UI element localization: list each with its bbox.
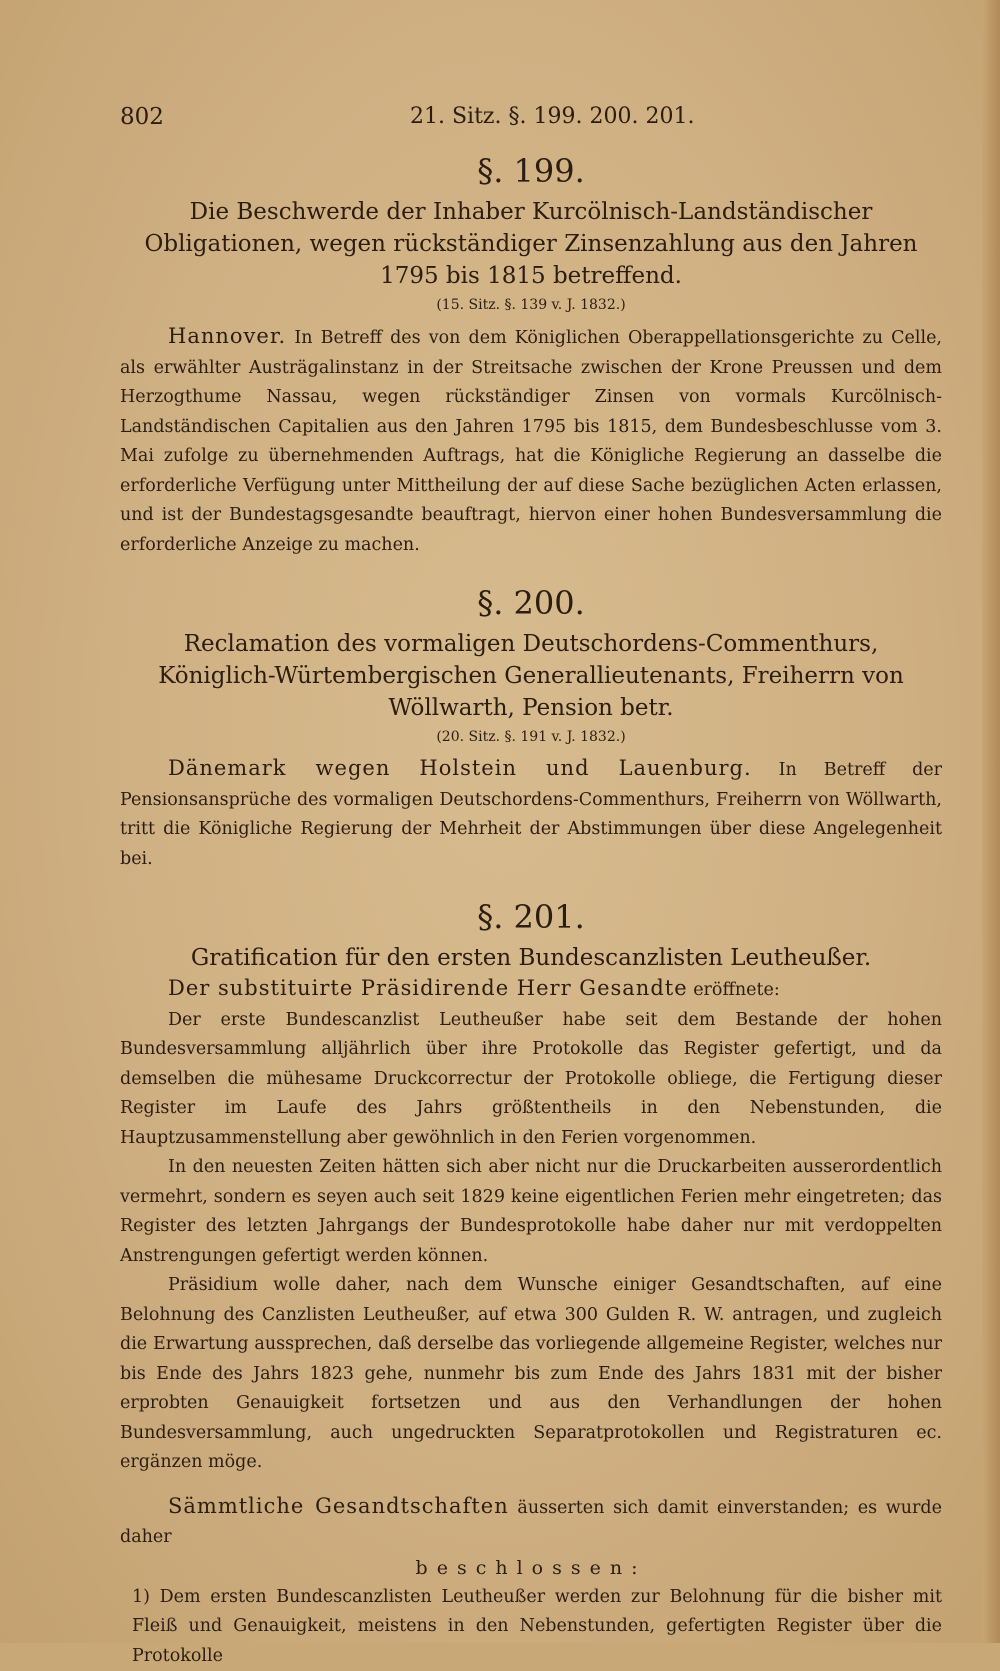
speaker: Hannover. bbox=[168, 324, 286, 348]
section-paragraph bbox=[120, 754, 942, 874]
page-number: 802 bbox=[120, 104, 164, 130]
section-paragraph: In den neuesten Zeiten hätten sich aber nicht nur die Druckarbeiten ausserordentlich vermehrt, sondern es seyen auch seit 1829 keine eigentlichen Ferien mehr eingetreten; das Register des letzten Jahrgangs der Bundesprotokolle habe daher nur mit verdoppelten Anstrengungen gefertigt werden können. bbox=[120, 1153, 942, 1271]
section-paragraph bbox=[120, 1492, 942, 1553]
speaker-suffix: eröffnete: bbox=[693, 980, 780, 1000]
paragraph-text: In Betreff der Pensionsansprüche des vormaligen Deutschordens-Commenthurs, Freiherrn von Wöllwarth, tritt die Königliche Regierung der Mehrheit der Abstimmungen über diese Angelegenheit bei. bbox=[120, 760, 942, 869]
section-reference: (15. Sitz. §. 139 v. J. 1832.) bbox=[120, 294, 942, 316]
section-heading: §. 201. bbox=[120, 898, 942, 936]
section-reference: (20. Sitz. §. 191 v. J. 1832.) bbox=[120, 726, 942, 748]
speaker-line bbox=[120, 974, 942, 1006]
section-title: Die Beschwerde der Inhaber Kurcölnisch-Landständischer Obligationen, wegen rückständiger Zinsenzahlung aus den Jahren 1795 bis 1815 betreffend. bbox=[134, 196, 928, 292]
speaker: Dänemark wegen Holstein und Lauenburg. bbox=[168, 756, 752, 780]
section-title: Gratification für den ersten Bundescanzlisten Leutheußer. bbox=[134, 942, 928, 974]
section-heading: §. 200. bbox=[120, 584, 942, 622]
page-header bbox=[120, 100, 940, 140]
section-title: Reclamation des vormaligen Deutschordens-Commenthurs, Königlich-Würtembergischen Generallieutenants, Freiherrn von Wöllwarth, Pension betr. bbox=[134, 628, 928, 724]
page-edge bbox=[982, 0, 1000, 1643]
section-heading: §. 199. bbox=[120, 152, 942, 190]
paragraph-text: äusserten sich damit einverstanden; es wurde daher bbox=[120, 1498, 942, 1548]
section-paragraph bbox=[120, 322, 942, 560]
paragraph-text: In Betreff des von dem Königlichen Oberappellationsgerichte zu Celle, als erwählter Austrägalinstanz in der Streitsache zwischen der Krone Preussen und dem Herzogthume Nassau, wegen rückständiger Zinsen von vormals Kurcölnisch-Landständischen Capitalien aus den Jahren 1795 bis 1815, dem Bundesbeschlusse vom 3. Mai zufolge zu übernehmenden Auftrags, hat die Königliche Regierung an dasselbe die erforderliche Verfügung unter Mittheilung der auf diese Sache bezüglichen Acten erlassen, und ist der Bundestagsgesandte beauftragt, hiervon einer hohen Bundesversammlung die erforderliche Anzeige zu machen. bbox=[120, 328, 942, 555]
speaker: Sämmtliche Gesandtschaften bbox=[168, 1494, 509, 1518]
running-head: 21. Sitz. §. 199. 200. 201. bbox=[410, 104, 694, 129]
section-200 bbox=[120, 584, 942, 874]
page-body bbox=[120, 152, 942, 1671]
resolution-item: 1) Dem ersten Bundescanzlisten Leutheußer werden zur Belohnung für die bisher mit Fleiß und Genauigkeit, meistens in den Nebenstunden, gefertigten Register über die Protokolle bbox=[120, 1583, 942, 1671]
speaker: Der substituirte Präsidirende Herr Gesandte bbox=[168, 976, 688, 1000]
resolution-heading: beschlossen: bbox=[120, 1553, 942, 1583]
section-199 bbox=[120, 152, 942, 560]
section-201 bbox=[120, 898, 942, 1671]
section-paragraph: Der erste Bundescanzlist Leutheußer habe seit dem Bestande der hohen Bundesversammlung alljährlich über ihre Protokolle das Register gefertigt, und da demselben die mühesame Druckcorrectur der Protokolle obliege, die Fertigung dieser Register im Laufe des Jahrs größtentheils in den Nebenstunden, die Hauptzusammenstellung aber gewöhnlich in den Ferien vorgenommen. bbox=[120, 1006, 942, 1154]
section-paragraph: Präsidium wolle daher, nach dem Wunsche einiger Gesandtschaften, auf eine Belohnung des Canzlisten Leutheußer, auf etwa 300 Gulden R. W. antragen, und zugleich die Erwartung aussprechen, daß derselbe das vorliegende allgemeine Register, welches nur bis Ende des Jahrs 1823 gehe, nunmehr bis zum Ende des Jahrs 1831 mit der bisher erprobten Genauigkeit fortsetzen und aus den Verhandlungen der hohen Bundesversammlung, auch ungedruckten Separatprotokollen und Registraturen ec. ergänzen möge. bbox=[120, 1271, 942, 1478]
